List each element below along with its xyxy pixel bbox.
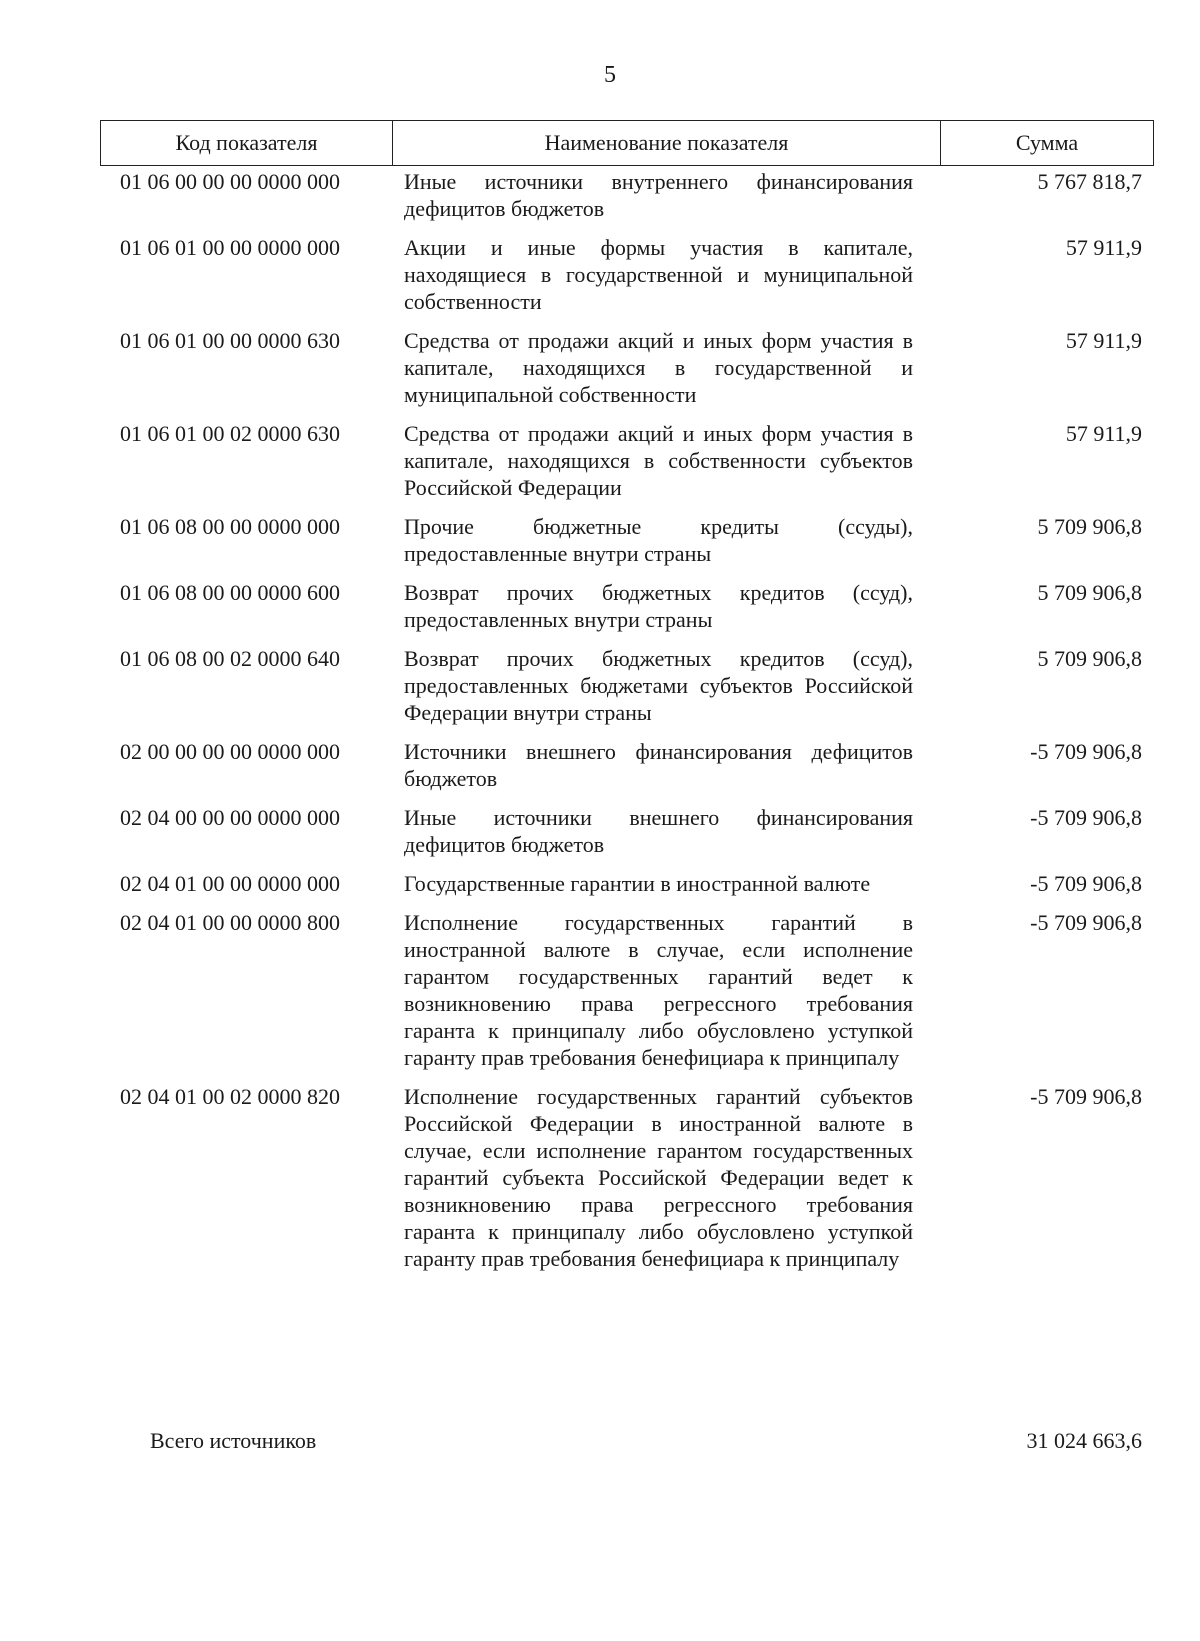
row-code: 01 06 01 00 00 0000 630 [120, 328, 340, 353]
table-row [100, 234, 1154, 315]
row-name: Исполнение государственных гарантий субъектов Российской Федерации в иностранной валюте в случае, если исполнение гарантом государственных гарантий субъекта Российской Федерации ведет к возникновению права регрессного требования гаранта к принципалу либо обусловлено уступкой гаранту прав требования бенефициара к принципалу [404, 1084, 913, 1271]
row-sum: 5 767 818,7 [1037, 169, 1142, 194]
row-name: Иные источники внешнего финансирования дефицитов бюджетов [404, 805, 913, 857]
table-body [100, 168, 1154, 1284]
row-name: Иные источники внутреннего финансирования дефицитов бюджетов [404, 169, 913, 221]
row-sum: -5 709 906,8 [1030, 871, 1142, 896]
row-sum: -5 709 906,8 [1030, 739, 1142, 764]
page-number: 5 [604, 62, 616, 88]
table-row [100, 420, 1154, 501]
header-name: Наименование показателя [393, 121, 941, 165]
table-row [100, 738, 1154, 792]
row-code: 01 06 08 00 00 0000 600 [120, 580, 340, 605]
row-name: Средства от продажи акций и иных форм участия в капитале, находящихся в государственной и муниципальной собственности [404, 328, 913, 407]
header-code: Код показателя [101, 121, 393, 165]
row-sum: 5 709 906,8 [1037, 646, 1142, 671]
table-header [100, 120, 1154, 166]
row-name: Возврат прочих бюджетных кредитов (ссуд), предоставленных внутри страны [404, 580, 913, 632]
row-code: 01 06 00 00 00 0000 000 [120, 169, 340, 194]
row-name: Государственные гарантии в иностранной валюте [404, 871, 871, 896]
row-name: Акции и иные формы участия в капитале, находящиеся в государственной и муниципальной собственности [404, 235, 913, 314]
total-sum: 31 024 663,6 [1026, 1428, 1142, 1453]
row-name: Средства от продажи акций и иных форм участия в капитале, находящихся в собственности субъектов Российской Федерации [404, 421, 913, 500]
row-sum: 57 911,9 [1065, 235, 1142, 260]
row-code: 02 04 00 00 00 0000 000 [120, 805, 340, 830]
table-row [100, 645, 1154, 726]
table-row [100, 1083, 1154, 1272]
table-row [100, 513, 1154, 567]
row-name: Возврат прочих бюджетных кредитов (ссуд), предоставленных бюджетами субъектов Российской Федерации внутри страны [404, 646, 913, 725]
table-row [100, 804, 1154, 858]
row-code: 02 00 00 00 00 0000 000 [120, 739, 340, 764]
row-code: 01 06 01 00 00 0000 000 [120, 235, 340, 260]
row-code: 01 06 01 00 02 0000 630 [120, 421, 340, 446]
row-sum: -5 709 906,8 [1030, 805, 1142, 830]
row-sum: -5 709 906,8 [1030, 910, 1142, 935]
row-code: 02 04 01 00 00 0000 000 [120, 871, 340, 896]
table-row [100, 327, 1154, 408]
row-sum: 5 709 906,8 [1037, 514, 1142, 539]
row-sum: -5 709 906,8 [1030, 1084, 1142, 1109]
row-code: 02 04 01 00 00 0000 800 [120, 910, 340, 935]
table-row [100, 870, 1154, 897]
row-name: Прочие бюджетные кредиты (ссуды), предоставленные внутри страны [404, 514, 913, 566]
row-code: 01 06 08 00 02 0000 640 [120, 646, 340, 671]
row-sum: 5 709 906,8 [1037, 580, 1142, 605]
table-row [100, 579, 1154, 633]
table-row [100, 168, 1154, 222]
row-name: Источники внешнего финансирования дефицитов бюджетов [404, 739, 913, 791]
row-sum: 57 911,9 [1065, 421, 1142, 446]
row-sum: 57 911,9 [1065, 328, 1142, 353]
header-sum: Сумма [1015, 130, 1079, 155]
row-code: 01 06 08 00 00 0000 000 [120, 514, 340, 539]
row-name: Исполнение государственных гарантий в иностранной валюте в случае, если исполнение гарантом государственных гарантий ведет к возникновению права регрессного требования гаранта к принципалу либо обусловлено уступкой гаранту прав требования бенефициара к принципалу [404, 910, 913, 1070]
table-row [100, 909, 1154, 1071]
row-code: 02 04 01 00 02 0000 820 [120, 1084, 340, 1109]
total-row [100, 1427, 1154, 1454]
total-label: Всего источников [150, 1428, 317, 1453]
